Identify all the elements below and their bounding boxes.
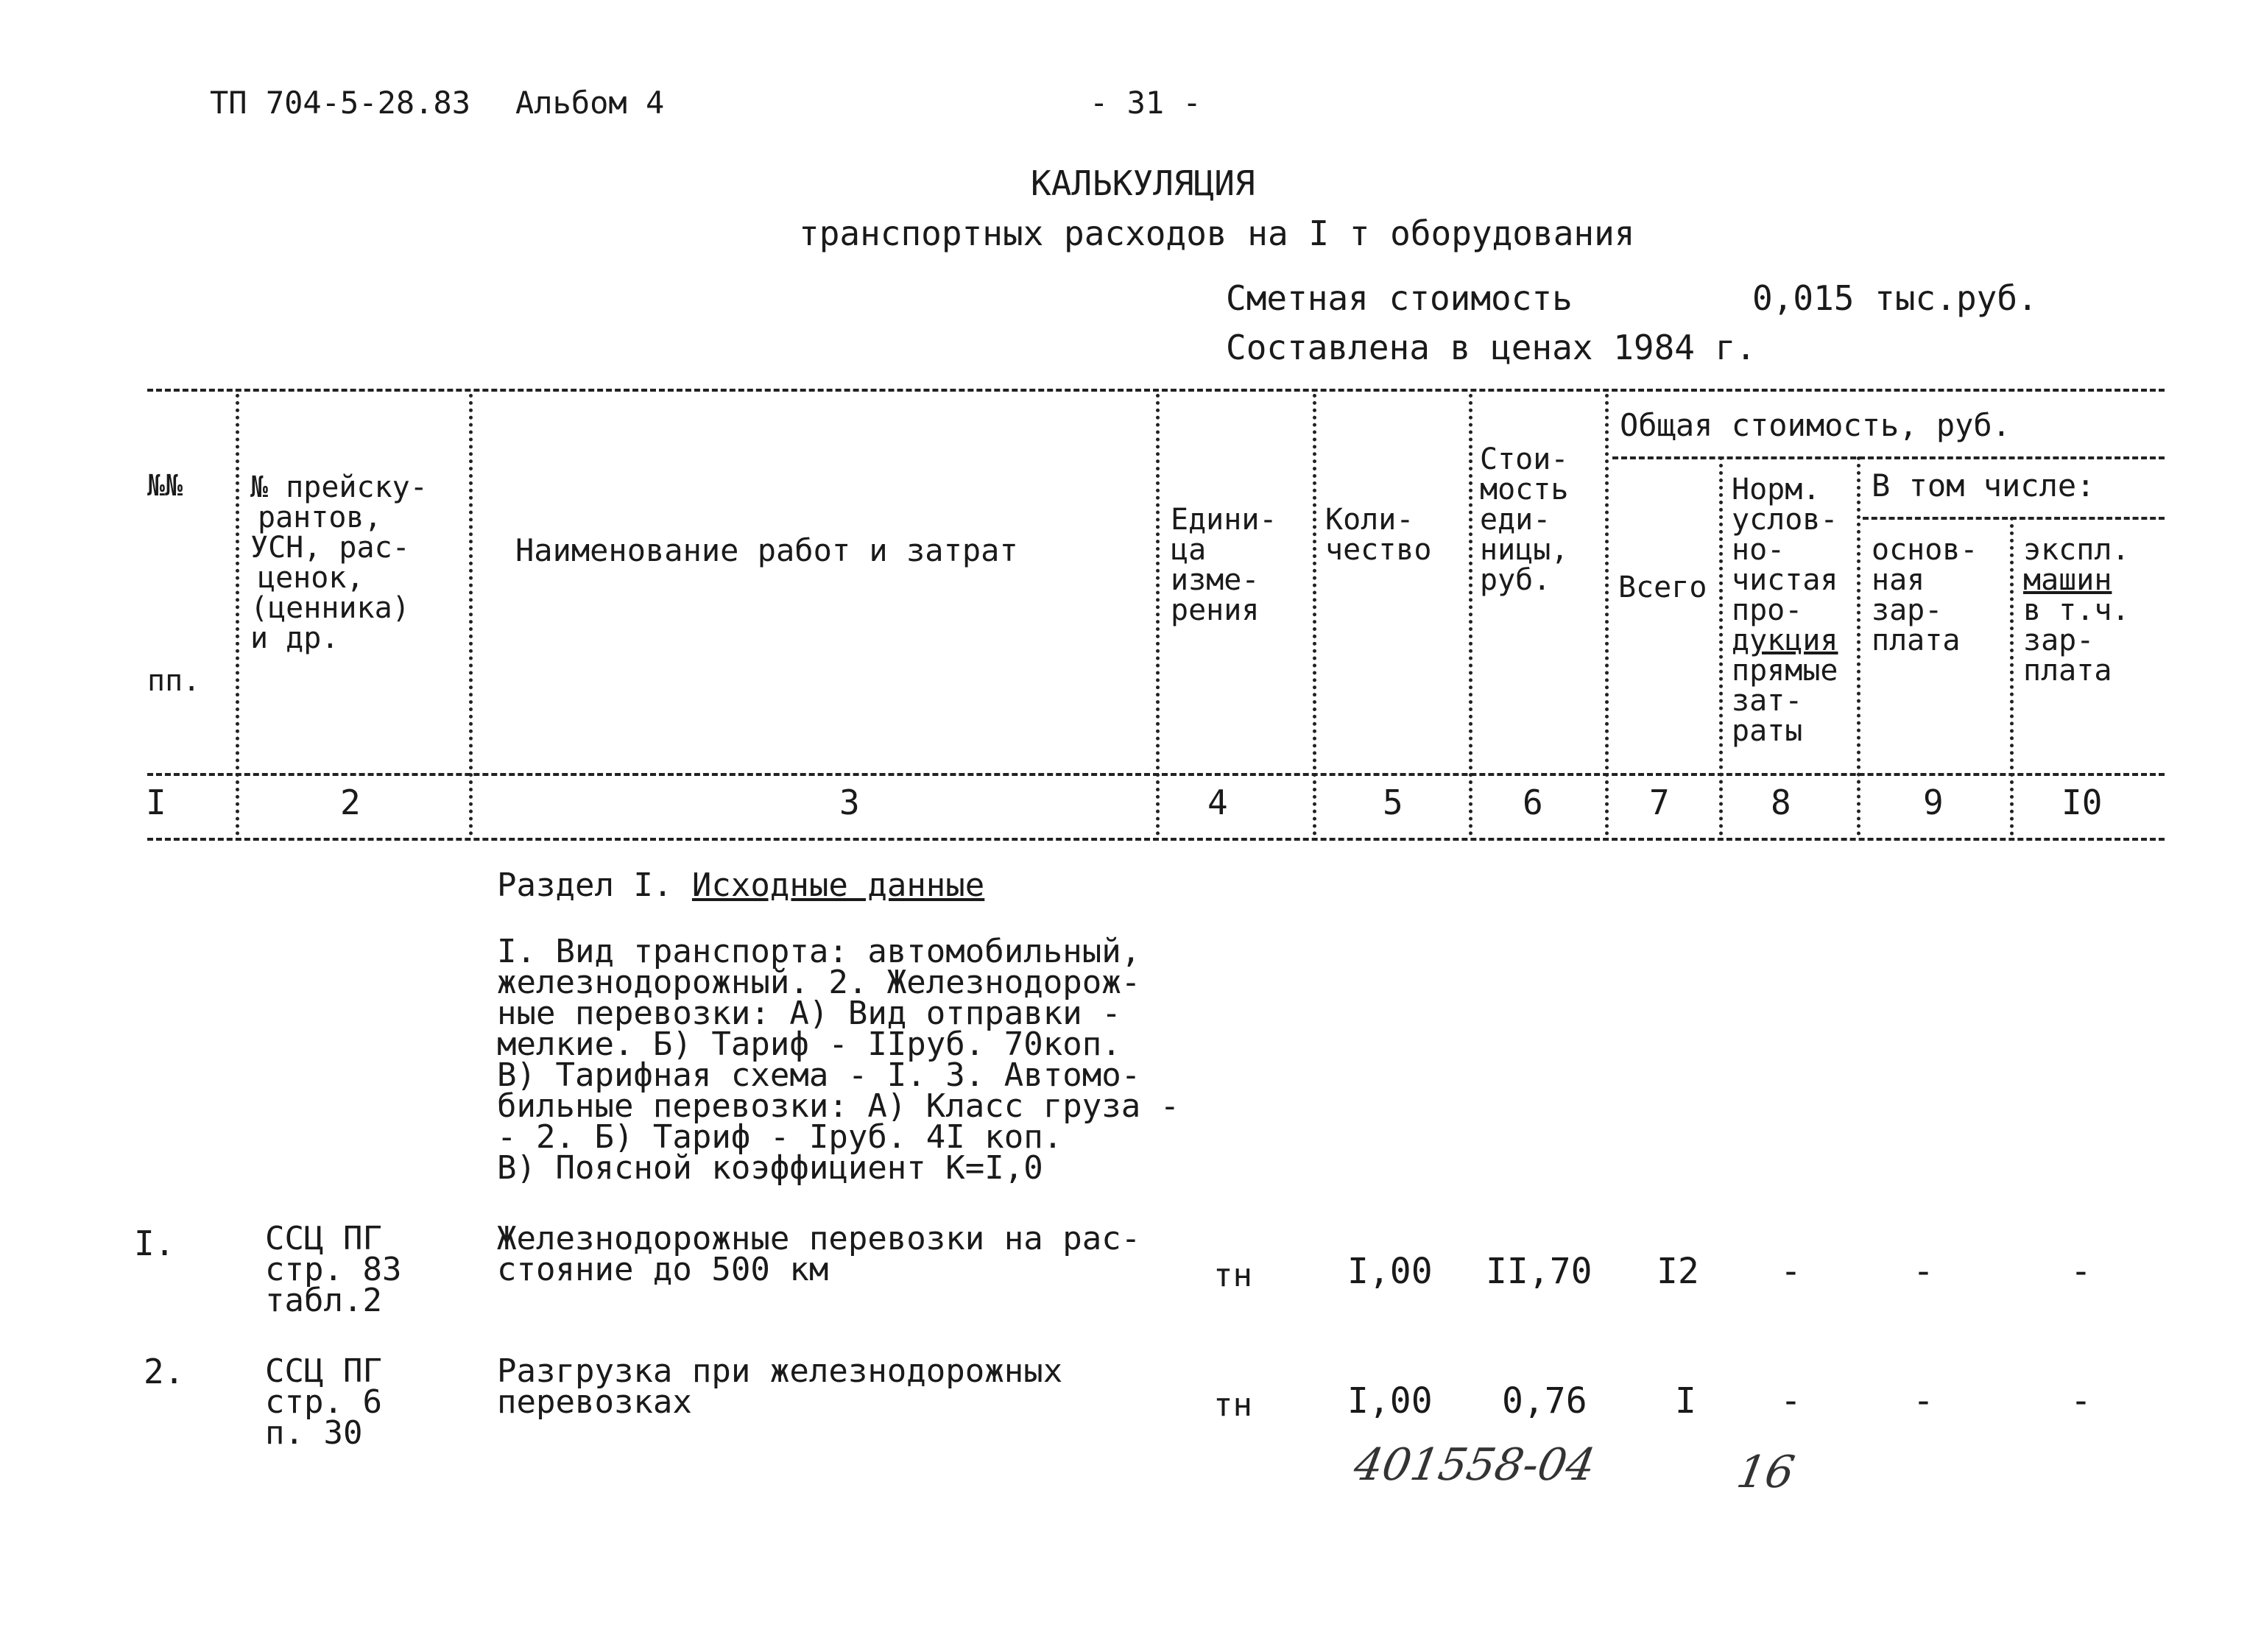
row-reference-line-1: ССЦ ПГ: [265, 1352, 382, 1390]
header-col1-line2: пп.: [147, 664, 201, 698]
row-total: I: [1675, 1380, 1696, 1422]
row-base-wage: -: [1913, 1380, 1934, 1422]
row-quantity: I,00: [1347, 1380, 1433, 1422]
row-name-line-2: перевозках: [497, 1383, 692, 1421]
row-name-line-1: Железнодорожные перевозки на рас-: [497, 1220, 1141, 1257]
header-col10-line5: плата: [2023, 654, 2112, 688]
subgroup-header-rule: [1863, 517, 2165, 520]
col-sep-8: [1857, 456, 1860, 836]
col-sep-4: [1313, 394, 1316, 836]
header-col4-line4: рения: [1171, 593, 1260, 627]
initial-data-line-1: I. Вид транспорта: автомобильный,: [497, 933, 1141, 970]
col-number-5: 5: [1383, 783, 1403, 822]
col-number-6: 6: [1523, 783, 1543, 822]
prices-year: Составлена в ценах 1984 г.: [1226, 328, 1757, 367]
header-col8-line5: про-: [1732, 593, 1803, 627]
row-base-wage: -: [1913, 1251, 1934, 1292]
group-header-rule: [1612, 456, 2165, 459]
row-unit: тн: [1213, 1257, 1252, 1294]
header-col4-line2: ца: [1171, 533, 1207, 567]
col-number-1: I: [146, 783, 166, 822]
header-col9-line2: ная: [1872, 563, 1925, 597]
header-col8-line3: но-: [1732, 533, 1785, 567]
header-col2-line6: и др.: [250, 621, 339, 655]
col-number-10: I0: [2061, 783, 2103, 822]
section-prefix: Раздел I.: [497, 866, 673, 904]
header-col8-line8: зат-: [1732, 684, 1803, 718]
col-number-3: 3: [839, 783, 860, 822]
header-col10-line3: в т.ч.: [2023, 593, 2130, 627]
doc-code: ТП 704-5-28.83: [210, 85, 471, 121]
header-col9-line1: основ-: [1872, 533, 1978, 567]
header-col2-line5: (ценника): [250, 591, 410, 625]
col-number-4: 4: [1207, 783, 1228, 822]
col-sep-2: [469, 394, 473, 836]
initial-data-line-5: В) Тарифная схема - I. 3. Автомо-: [497, 1056, 1141, 1094]
col-sep-7: [1719, 456, 1723, 836]
section-heading: [497, 866, 985, 904]
handwritten-sheet-number: 16: [1732, 1447, 1799, 1498]
header-col6-line2: мость: [1480, 473, 1569, 506]
header-col10-line1: экспл.: [2023, 533, 2130, 567]
initial-data-line-4: мелкие. Б) Тариф - IIруб. 70коп.: [497, 1026, 1121, 1063]
row-total: I2: [1657, 1251, 1699, 1292]
initial-data-line-3: ные перевозки: А) Вид отправки -: [497, 995, 1121, 1032]
header-col2-line4: ценок,: [258, 561, 364, 595]
header-col2-line1: № прейску-: [250, 470, 428, 504]
row-reference-line-3: п. 30: [265, 1414, 363, 1452]
initial-data-line-6: бильные перевозки: А) Класс груза -: [497, 1087, 1180, 1125]
row-reference-line-2: стр. 83: [265, 1251, 402, 1288]
header-total-cost-group: Общая стоимость, руб.: [1620, 407, 2011, 443]
header-col8-line2: услов-: [1732, 503, 1838, 537]
header-col10-line2: машин: [2023, 563, 2112, 597]
header-col5-line2: чество: [1325, 533, 1432, 567]
header-col10-line4: зар-: [2023, 624, 2095, 657]
row-net-product: -: [1780, 1251, 1802, 1292]
row-quantity: I,00: [1347, 1251, 1433, 1292]
row-reference-line-3: табл.2: [265, 1282, 382, 1319]
header-col7: Всего: [1618, 571, 1707, 604]
table-top-rule: [147, 389, 2165, 392]
row-number: 2.: [144, 1352, 185, 1391]
row-number: I.: [134, 1224, 175, 1263]
col-sep-9: [2010, 517, 2014, 836]
handwritten-archive-code: 401558-04: [1350, 1439, 1599, 1491]
row-unit-price: II,70: [1486, 1251, 1592, 1292]
header-col6-line4: ницы,: [1480, 533, 1569, 567]
row-unit-price: 0,76: [1502, 1380, 1587, 1422]
initial-data-line-7: - 2. Б) Тариф - Iруб. 4I коп.: [497, 1118, 1063, 1156]
section-title: Исходные данные: [691, 866, 985, 904]
col-sep-1: [236, 394, 239, 836]
col-number-7: 7: [1649, 783, 1670, 822]
album-label: Альбом 4: [515, 85, 665, 121]
header-col6-line1: Стои-: [1480, 442, 1569, 476]
row-net-product: -: [1780, 1380, 1802, 1422]
col-sep-5: [1469, 394, 1472, 836]
estimated-cost-value: 0,015 тыс.руб.: [1752, 278, 2038, 318]
initial-data-line-8: В) Поясной коэффициент К=I,0: [497, 1149, 1043, 1187]
header-col4-line3: изме-: [1171, 563, 1260, 597]
document-title: КАЛЬКУЛЯЦИЯ: [1031, 163, 1255, 203]
col-sep-3: [1156, 394, 1160, 836]
row-reference-line-2: стр. 6: [265, 1383, 382, 1421]
header-col4-line1: Едини-: [1171, 503, 1277, 537]
header-col2-line3: УСН, рас-: [250, 531, 410, 565]
header-col3: Наименование работ и затрат: [515, 532, 1018, 568]
header-col1-line1: №№: [147, 469, 183, 503]
initial-data-line-2: железнодорожный. 2. Железнодорож-: [497, 964, 1141, 1001]
row-name-line-1: Разгрузка при железнодорожных: [497, 1352, 1063, 1390]
header-col8-line7: прямые: [1732, 654, 1838, 688]
header-col9-line3: зар-: [1872, 593, 1943, 627]
header-col2-line2: рантов,: [258, 501, 382, 534]
header-col5-line1: Коли-: [1325, 503, 1414, 537]
page-number: - 31 -: [1090, 85, 1202, 121]
row-reference-line-1: ССЦ ПГ: [265, 1220, 382, 1257]
header-col6-line5: руб.: [1480, 563, 1551, 597]
header-including-group: В том числе:: [1872, 467, 2095, 504]
column-numbers-bottom-rule: [147, 838, 2165, 841]
header-col9-line4: плата: [1872, 624, 1961, 657]
col-sep-6: [1605, 394, 1609, 836]
header-col8-line6: дукция: [1732, 624, 1838, 657]
row-name-line-2: стояние до 500 км: [497, 1251, 829, 1288]
row-machine-cost: -: [2070, 1251, 2092, 1292]
row-unit: тн: [1213, 1386, 1252, 1424]
header-col8-line1: Норм.: [1732, 473, 1821, 506]
row-machine-cost: -: [2070, 1380, 2092, 1422]
estimated-cost-label: Сметная стоимость: [1226, 278, 1573, 318]
col-number-9: 9: [1923, 783, 1944, 822]
col-number-8: 8: [1771, 783, 1791, 822]
header-col8-line9: раты: [1732, 714, 1803, 748]
header-col8-line4: чистая: [1732, 563, 1838, 597]
header-col6-line3: еди-: [1480, 503, 1551, 537]
col-number-2: 2: [340, 783, 361, 822]
document-subtitle: транспортных расходов на I т оборудования: [799, 213, 1635, 253]
